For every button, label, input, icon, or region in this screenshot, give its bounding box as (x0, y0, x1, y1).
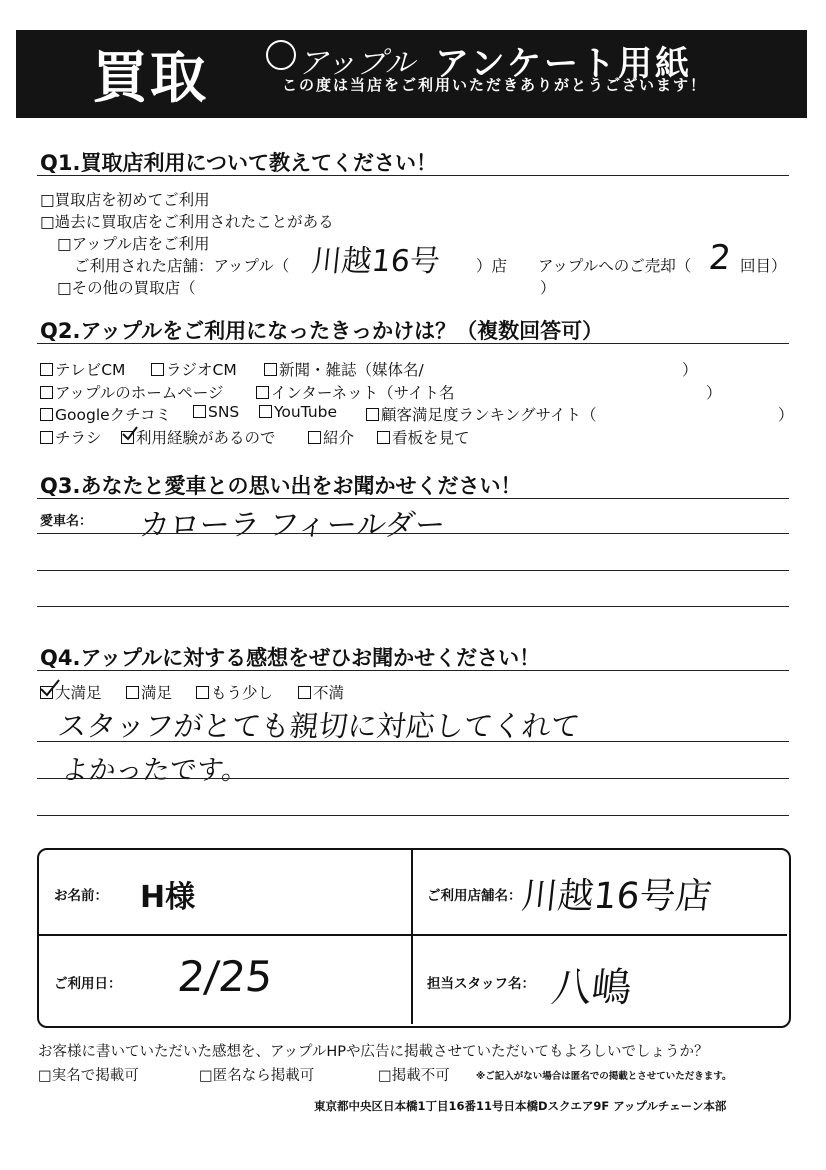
date-label: ご利用日： (54, 976, 122, 992)
q2-row1-close: ） (682, 361, 698, 379)
q2-option-experience[interactable] (121, 426, 276, 448)
checkbox[interactable] (40, 363, 53, 376)
q2-option-experience-label: 利用経験があるので (136, 429, 276, 447)
company-address: 東京都中央区日本橋1丁目16番11号日本橋Dスクエア9F アップルチェーン本部 (314, 1099, 727, 1113)
q2-option-youtube-label: YouTube (274, 403, 338, 421)
card-divider-vertical (411, 850, 413, 1024)
q2-option-internet[interactable] (256, 381, 455, 403)
date-value[interactable]: 2/25 (175, 952, 275, 1001)
q4-option-very-satisfied[interactable] (40, 681, 102, 703)
q2-option-radio-label: ラジオCM (166, 361, 237, 379)
q3-rule (37, 498, 789, 499)
q1-store-suffix: ）店 (476, 257, 508, 275)
q1-count-suffix: 回目） (740, 257, 787, 275)
q3-car-label: 愛車名： (40, 514, 93, 529)
q2-option-sns[interactable] (193, 403, 239, 421)
store-name-value[interactable]: 川越16号店 (519, 876, 714, 917)
q4-option-somewhat[interactable] (196, 681, 273, 703)
q2-option-homepage-label: アップルのホームページ (55, 384, 224, 402)
q2-option-ranking[interactable] (366, 403, 596, 425)
checkbox[interactable] (377, 431, 390, 444)
header-big-text: 買取 (92, 46, 208, 111)
q1-option-other[interactable]: □その他の買取店（ (57, 279, 196, 297)
q2-rule (37, 343, 789, 344)
q2-option-newspaper-label: 新聞・雑誌（媒体名/ (279, 361, 424, 379)
q4-option-satisfied[interactable] (126, 681, 172, 703)
q2-option-referral-label: 紹介 (323, 429, 355, 447)
checkbox[interactable] (308, 431, 321, 444)
publish-option-anonymous[interactable]: □匿名なら掲載可 (199, 1068, 315, 1084)
q2-row2-close: ） (706, 384, 722, 402)
q1-option-first[interactable]: □買取店を初めてご利用 (40, 191, 210, 209)
publish-question: お客様に書いていただいた感想を、アップルHPや広告に掲載させていただいてもよろしいでしょうか？ (38, 1044, 709, 1060)
publish-note: ※ご記入がない場合は匿名での掲載とさせていただきます。 (476, 1071, 732, 1082)
q4-rule (37, 670, 789, 671)
q4-option-dissatisfied-label: 不満 (313, 684, 345, 702)
q4-line-2 (37, 778, 789, 779)
q1-option-past[interactable]: □過去に買取店をご利用されたことがある (40, 213, 334, 231)
q3-line-3 (37, 606, 789, 607)
q1-option-apple[interactable]: □アップル店をご利用 (57, 235, 210, 253)
q4-comment-line-2[interactable]: よかったです。 (60, 755, 251, 786)
q2-option-sns-label: SNS (208, 403, 240, 421)
name-value[interactable]: H様 (140, 880, 196, 915)
brand-logo: アップル (298, 46, 415, 81)
q2-option-referral[interactable] (308, 426, 354, 448)
checkbox-checked[interactable] (121, 431, 134, 444)
q2-option-internet-label: インターネット（サイト名 (271, 384, 455, 402)
q2-option-ranking-label: 顧客満足度ランキングサイト（ (381, 406, 597, 424)
check-mark-icon (121, 426, 139, 442)
q1-count-label: アップルへのご売却（ (538, 257, 692, 275)
q1-other-close: ） (540, 279, 556, 297)
q2-option-google-label: Googleクチコミ (55, 406, 172, 424)
q2-option-tv-label: テレビCM (55, 361, 126, 379)
apple-logo-icon (266, 40, 296, 70)
checkbox[interactable] (126, 686, 139, 699)
q1-rule (37, 175, 789, 176)
q2-row3-close: ） (778, 406, 794, 424)
q3-car-value[interactable]: カローラ フィールダー (137, 508, 447, 543)
checkbox[interactable] (264, 363, 277, 376)
q4-title: Q4.アップルに対する感想をぜひお聞かせください！ (40, 646, 541, 670)
q1-title: Q1.買取店利用について教えてください！ (40, 151, 438, 175)
check-mark-icon (39, 679, 61, 699)
q4-option-somewhat-label: もう少し (211, 684, 274, 702)
form-subtitle: この度は当店をご利用いただきありがとうございます！ (282, 76, 708, 94)
q3-title: Q3.あなたと愛車との思い出をお聞かせください！ (40, 474, 522, 498)
q2-option-youtube[interactable] (259, 403, 337, 421)
q2-title: Q2.アップルをご利用になったきっかけは？（複数回答可） (40, 319, 604, 343)
form-title: アンケート用紙 (435, 44, 692, 84)
q4-option-satisfied-label: 満足 (141, 684, 173, 702)
store-name-label: ご利用店舗名： (427, 888, 522, 904)
checkbox[interactable] (196, 686, 209, 699)
q2-option-newspaper[interactable] (264, 358, 424, 380)
q3-line-2 (37, 570, 789, 571)
q2-option-tv[interactable] (40, 358, 125, 380)
q1-count-value[interactable]: 2 (706, 238, 733, 278)
q2-option-flyer[interactable] (40, 426, 102, 448)
q2-option-flyer-label: チラシ (55, 429, 102, 447)
publish-option-real-name[interactable]: □実名で掲載可 (38, 1068, 139, 1084)
checkbox[interactable] (256, 386, 269, 399)
q4-line-3 (37, 815, 789, 816)
name-label: お名前： (54, 888, 108, 904)
checkbox-checked[interactable] (40, 686, 53, 699)
staff-label: 担当スタッフ名： (427, 976, 535, 992)
q3-line-1 (37, 533, 789, 534)
checkbox[interactable] (366, 408, 379, 421)
checkbox[interactable] (40, 431, 53, 444)
checkbox[interactable] (40, 386, 53, 399)
q4-comment-line-1[interactable]: スタッフがとても親切に対応してくれて (56, 709, 582, 743)
q2-option-radio[interactable] (151, 358, 237, 380)
q2-option-signboard-label: 看板を見て (392, 429, 470, 447)
q2-option-google[interactable] (40, 403, 171, 425)
q4-option-very-satisfied-label: 大満足 (55, 684, 102, 702)
q2-option-signboard[interactable] (377, 426, 470, 448)
card-divider-horizontal (39, 934, 787, 936)
checkbox[interactable] (259, 405, 272, 418)
checkbox[interactable] (193, 405, 206, 418)
checkbox[interactable] (40, 408, 53, 421)
staff-value[interactable]: 八嶋 (549, 965, 635, 1011)
q4-option-dissatisfied[interactable] (298, 681, 344, 703)
q4-line-1 (37, 741, 789, 742)
checkbox[interactable] (151, 363, 164, 376)
checkbox[interactable] (298, 686, 311, 699)
q2-option-homepage[interactable] (40, 381, 224, 403)
publish-option-refuse[interactable]: □掲載不可 (378, 1068, 450, 1084)
q1-store-label: ご利用された店舗：アップル（ (74, 257, 290, 275)
q1-store-value[interactable]: 川越16号 (309, 244, 442, 279)
